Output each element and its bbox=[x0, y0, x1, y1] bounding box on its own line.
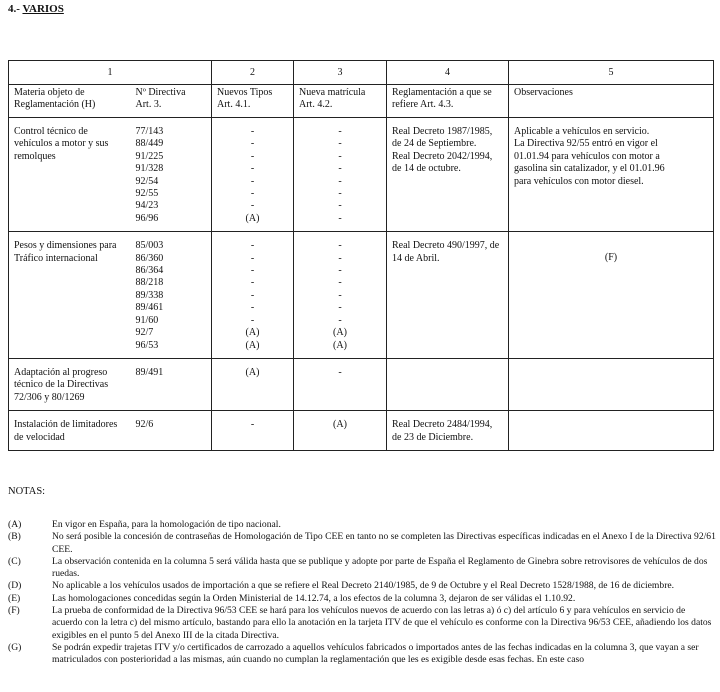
note-key: (D) bbox=[8, 580, 22, 592]
nueva-matricula-cell: (A) bbox=[294, 411, 387, 451]
table-row bbox=[9, 232, 714, 359]
note-text: Las homologaciones concedidas según la Orden Ministerial de 14.12.74, a los efectos de la columna 3, dejaron de ser válidas el 1.10.92. bbox=[52, 592, 576, 604]
note-text: En vigor en España, para la homologación de tipo nacional. bbox=[52, 519, 281, 530]
table-row bbox=[9, 411, 714, 451]
column-number: 3 bbox=[294, 61, 387, 85]
note-text: La observación contenida en la columna 5 será válida hasta que se publique y adopte por parte de España el Reglamento de Ginebra sobre retrovisores de vehículos de dos ruedas. bbox=[52, 555, 708, 580]
note-key: (B) bbox=[8, 531, 21, 543]
materia-cell: Pesos y dimensiones para Tráfico internacional bbox=[9, 232, 131, 359]
note-key: (C) bbox=[8, 555, 21, 567]
note-text: La prueba de conformidad de la Directiva 96/53 CEE se hará para los vehículos nuevos de acuerdo con las letras a) ó c) del artículo 6 y para vehículos en servicio de acuerdo con la letra c) del mismo artículo, bastando para ello la anotación en la tarjeta ITV de que el vehículo es conforme con la Directiva 96/53 CEE, añadiendo los datos exigibles en el punto 5 del Anexo III de la citada Directiva. bbox=[52, 605, 712, 641]
section-title: VARIOS bbox=[22, 3, 64, 15]
header-nuevos-tipos: Nuevos Tipos Art. 4.1. bbox=[212, 85, 294, 118]
reglamentacion-cell bbox=[387, 358, 509, 410]
observaciones-cell bbox=[509, 411, 714, 451]
reglamentacion-cell: Real Decreto 490/1997, de 14 de Abril. bbox=[387, 232, 509, 359]
column-number: 2 bbox=[212, 61, 294, 85]
column-number: 5 bbox=[509, 61, 714, 85]
note-item bbox=[8, 593, 716, 605]
header-observaciones: Observaciones bbox=[509, 85, 714, 118]
nuevos-tipos-cell: - bbox=[212, 411, 294, 451]
note-item bbox=[8, 556, 716, 581]
section-number: 4.- bbox=[8, 3, 23, 15]
observaciones-cell: Aplicable a vehículos en servicio. La Directiva 92/55 entró en vigor el 01.01.94 para vehículos con motor a gasolina sin catalizador, y el 01.01.96 para vehículos con motor diesel. bbox=[509, 118, 714, 232]
materia-cell: Control técnico de vehículos a motor y sus remolques bbox=[9, 118, 131, 232]
column-number: 1 bbox=[9, 61, 212, 85]
directiva-cell: 85/003 86/360 86/364 88/218 89/338 89/461 91/60 92/7 96/53 bbox=[131, 232, 212, 359]
table-row bbox=[9, 358, 714, 410]
materia-cell: Adaptación al progreso técnico de la Directivas 72/306 y 80/1269 bbox=[9, 358, 131, 410]
nuevos-tipos-cell: (A) bbox=[212, 358, 294, 410]
directiva-cell: 77/143 88/449 91/225 91/328 92/54 92/55 94/23 96/96 bbox=[131, 118, 212, 232]
note-key: (F) bbox=[8, 605, 20, 617]
section-heading bbox=[8, 3, 64, 15]
regulation-table bbox=[8, 60, 714, 451]
observaciones-cell: (F) bbox=[509, 232, 714, 359]
observaciones-cell bbox=[509, 358, 714, 410]
note-item bbox=[8, 642, 716, 667]
directiva-cell: 92/6 bbox=[131, 411, 212, 451]
note-text: No será posible la concesión de contraseñas de Homologación de Tipo CEE en tanto no se completen las Directivas específicas indicadas en el Anexo I de la Directiva 92/61 CEE. bbox=[52, 531, 716, 555]
directiva-cell: 89/491 bbox=[131, 358, 212, 410]
nuevos-tipos-cell: - - - - - - - (A) bbox=[212, 118, 294, 232]
column-number-row bbox=[9, 61, 714, 85]
header-reglamentacion: Reglamentación a que se refiere Art. 4.3. bbox=[387, 85, 509, 118]
note-item bbox=[8, 519, 716, 531]
header-materia: Materia objeto de Reglamentación (H) bbox=[9, 85, 131, 118]
note-text: No aplicable a los vehículos usados de importación a que se refiere el Real Decreto 2140/1985, de 9 de Octubre y el Real Decreto 1528/1988, de 16 de diciembre. bbox=[52, 580, 675, 592]
note-text: Se podrán expedir trajetas ITV y/o certificados de carrozado a aquellos vehículos fabricados o importados antes de las fechas indicadas en la columna 3, que vayan a ser matriculados con posterioridad a las mismas, aún cuando no cumplan la reglamentación que les es exigible desde esas fechas. En este caso bbox=[52, 641, 699, 666]
reglamentacion-cell: Real Decreto 2484/1994, de 23 de Diciembre. bbox=[387, 411, 509, 451]
note-key: (A) bbox=[8, 519, 22, 530]
note-item bbox=[8, 531, 716, 556]
notes-list bbox=[8, 519, 716, 667]
reglamentacion-cell: Real Decreto 1987/1985, de 24 de Septiembre. Real Decreto 2042/1994, de 14 de octubre. bbox=[387, 118, 509, 232]
nuevos-tipos-cell: - - - - - - - (A) (A) bbox=[212, 232, 294, 359]
header-directiva: Nº Directiva Art. 3. bbox=[131, 85, 212, 118]
header-row bbox=[9, 85, 714, 118]
note-item bbox=[8, 605, 716, 642]
nueva-matricula-cell: - - - - - - - (A) (A) bbox=[294, 232, 387, 359]
table-row bbox=[9, 118, 714, 232]
note-key: (G) bbox=[8, 641, 22, 653]
note-item bbox=[8, 580, 716, 592]
column-number: 4 bbox=[387, 61, 509, 85]
nueva-matricula-cell: - bbox=[294, 358, 387, 410]
materia-cell: Instalación de limitadores de velocidad bbox=[9, 411, 131, 451]
nueva-matricula-cell: - - - - - - - - bbox=[294, 118, 387, 232]
notes-title: NOTAS: bbox=[8, 486, 46, 497]
note-key: (E) bbox=[8, 592, 21, 604]
header-nueva-matricula: Nueva matrícula Art. 4.2. bbox=[294, 85, 387, 118]
